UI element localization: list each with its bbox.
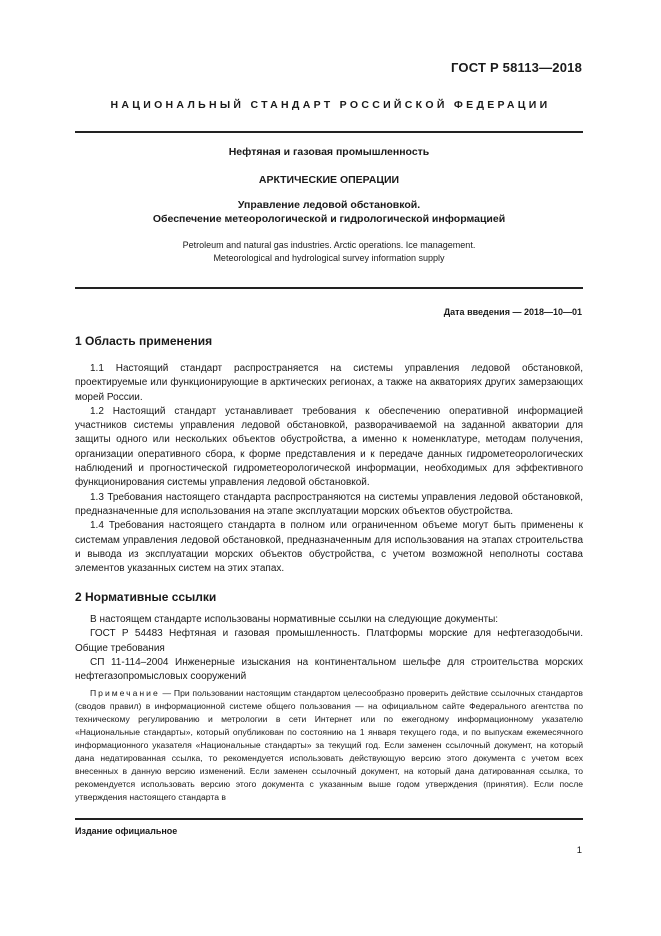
- reference-gost-54483: ГОСТ Р 54483 Нефтяная и газовая промышленность. Платформы морские для нефтегазодобычи. Общие требования: [75, 628, 583, 654]
- english-title-line-1: Petroleum and natural gas industries. Arctic operations. Ice management.: [182, 240, 476, 250]
- middle-divider: [75, 287, 583, 289]
- note-block: [75, 687, 583, 804]
- paragraph-1-4: 1.4 Требования настоящего стандарта в полном или ограниченном объеме могут быть применены к системам управления ледовой обстановкой, предназначенным для использования на этапах строительства и вывода из эксплуатации морских объектов обустройства, с учетом возможной неполноты состава элементов указанных систем на этих этапах.: [75, 520, 583, 575]
- national-standard-heading: НАЦИОНАЛЬНЫЙ СТАНДАРТ РОССИЙСКОЙ ФЕДЕРАЦИИ: [110, 99, 551, 111]
- paragraph-1-2: 1.2 Настоящий стандарт устанавливает требования к обеспечению оперативной информацией участников системы управления ледовой обстановкой, разворачиваемой на заданной акватории для защиты одного или нескольких объектов обустройства, а именно к номенклатуре, методам получения, организации оперативного сбора, к форме представления и к передаче данных гидрометеорологических наблюдений и прогностической гидрометеорологической информации, необходимых для эффективного функционирования системы управления ледовой обстановкой.: [75, 405, 583, 489]
- reference-sp-11-114: СП 11-114–2004 Инженерные изыскания на континентальном шельфе для строительства морских нефтегазопромысловых сооружений: [75, 656, 583, 683]
- note-text: — При пользовании настоящим стандартом целесообразно проверить действие ссылочных стандартов (сводов правил) в информационной системе общего пользования — на официальном сайте Федерального агентства по техническому регулированию и метрологии в сети Интернет или по ежегодному информационному указателю «Национальные стандарты», который опубликован по состоянию на 1 января текущего года, и по выпускам ежемесячного информационного указателя «Национальные стандарты» за текущий год. Если заменен ссылочный документ, на который дана недатированная ссылка, то рекомендуется использовать действующую версию этого документа с учетом всех внесенных в данную версию изменений. Если заменен ссылочный документ, на который дана датированная ссылка, то рекомендуется использовать версию этого документа с указанным выше годом утверждения (принятия). Если после утверждения настоящего стандарта в: [75, 688, 583, 802]
- edition-label: Издание официальное: [75, 826, 178, 836]
- paragraph-1-1: 1.1 Настоящий стандарт распространяется на системы управления ледовой обстановкой, проектируемые или функционирующие в арктических регионах, а также на акваториях других замерзающих морей России.: [75, 363, 583, 403]
- document-title: АРКТИЧЕСКИЕ ОПЕРАЦИИ: [258, 174, 400, 186]
- document-code: ГОСТ Р 58113—2018: [451, 60, 582, 75]
- bottom-divider: [75, 818, 583, 820]
- subtitle-line-1: Управление ледовой обстановкой.: [237, 199, 421, 211]
- top-divider: [75, 131, 583, 133]
- references-intro: В настоящем стандарте использованы нормативные ссылки на следующие документы:: [90, 614, 499, 625]
- note-label: Примечание: [90, 688, 160, 698]
- page-number: 1: [576, 845, 582, 856]
- subtitle-line-2: Обеспечение метеорологической и гидрологической информацией: [152, 213, 506, 225]
- section-2-body: [75, 613, 583, 684]
- section-2-heading: 2 Нормативные ссылки: [75, 590, 217, 604]
- introduction-date: Дата введения — 2018—10—01: [443, 307, 582, 317]
- english-title-line-2: Meteorological and hydrological survey information supply: [213, 253, 445, 263]
- section-1-body: [75, 362, 583, 576]
- section-1-heading: 1 Область применения: [75, 334, 213, 348]
- paragraph-1-3: 1.3 Требования настоящего стандарта распространяются на системы управления ледовой обстановкой, предназначенные для использования на этапе эксплуатации морских объектов обустройства.: [75, 491, 583, 517]
- industry-title: Нефтяная и газовая промышленность: [228, 146, 430, 158]
